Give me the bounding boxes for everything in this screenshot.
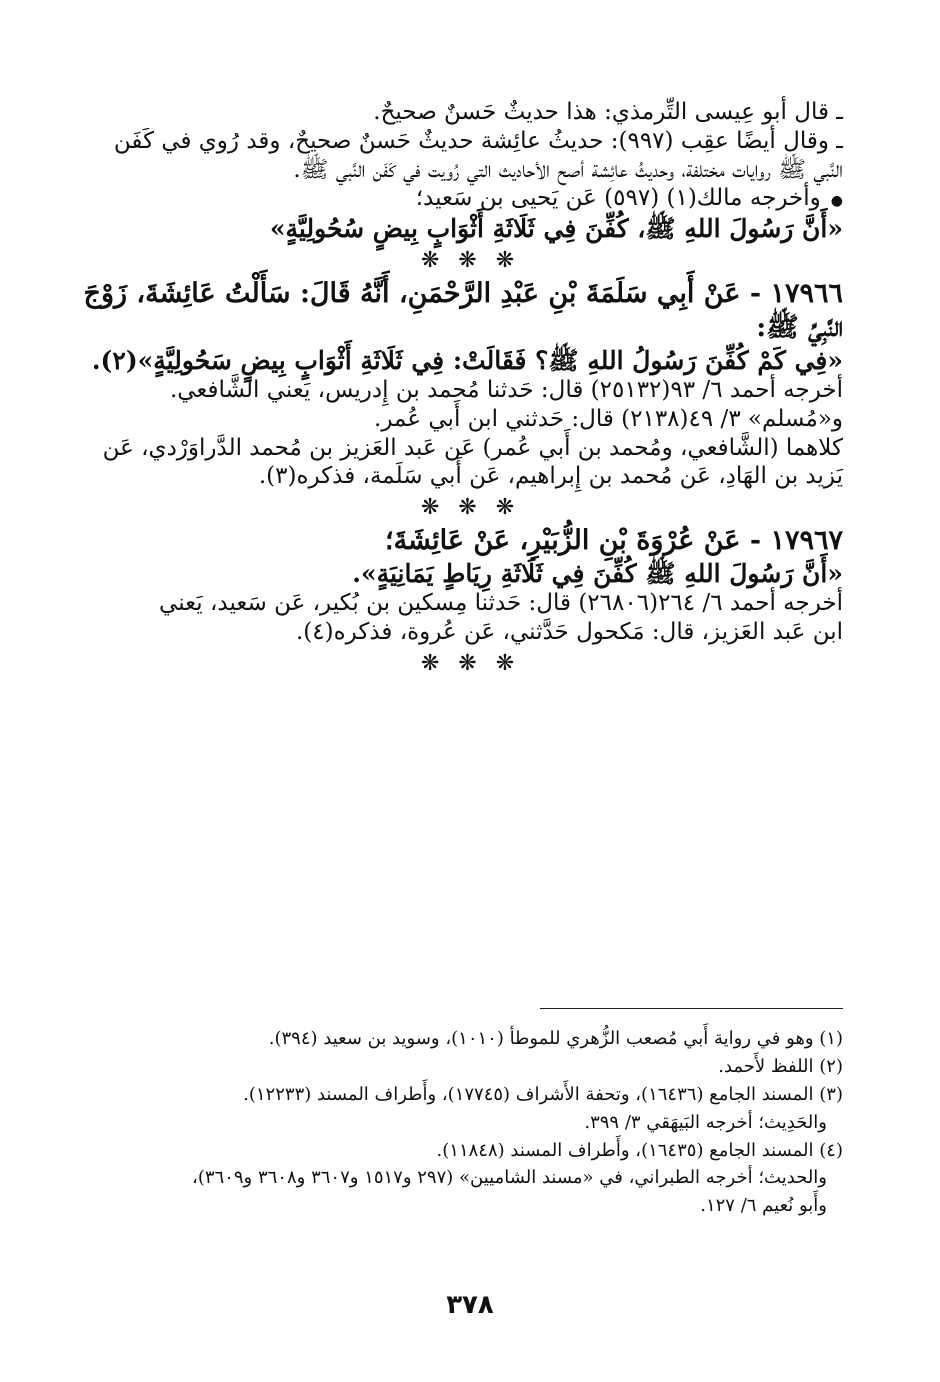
footnote-1: (١) وهو في رواية أَبي مُصعب الزُّهري للموطأ (١٠١٠)، وسويد بن سعيد (٣٩٤).	[268, 1028, 843, 1049]
text-line: أخرجه أحمد ٦/ ٩٣(٢٥١٣٢) قال: حَدثنا مُحمد بن إِدريس، يَعني الشَّافعي.	[169, 377, 843, 403]
footnote-3-continuation: والحَدِيث؛ أخرجه البَيهَقي ٣/ ٣٩٩.	[584, 1111, 827, 1133]
hadith-number: ١٧٩٦٦ -	[749, 278, 843, 310]
bullet-line	[98, 184, 843, 213]
text-line: وأخرجه مالك(١) (٥٩٧) عَن يَحيى بن سَعيد؛	[415, 185, 821, 212]
hadith-text: «أَنَّ رَسُولَ اللهِ ﷺ كُفِّنَ فِي ثَلَاثَةِ رِيَاطٍ يَمَانِيَةٍ».	[352, 558, 843, 588]
footnote-4-continuation: وأَبو نُعيم ٦/ ١٢٧.	[700, 1195, 827, 1217]
text-line: ابن عَبد العَزيز، قال: مَكحول حَدَّثني، عَن عُروة، فذكره(٤).	[296, 618, 843, 645]
hadith-line	[83, 277, 843, 311]
page-number: ٣٧٨	[446, 1290, 494, 1320]
hadith-text: «فِي كَمْ كُفِّنَ رَسُولُ اللهِ ﷺ؟ فَقَالَتْ: فِي ثَلَاثَةِ أَثْوَابٍ بِيضٍ سَحُولِيَّةٍ»(٢).	[91, 345, 843, 375]
footnote-4-continuation: والحديث؛ أخرجه الطبراني، في «مسند الشاميين» (٢٩٧ و١٥١٧ و٣٦٠٧ و٣٦٠٨ و٣٦٠٩)،	[192, 1167, 827, 1189]
hadith-line	[98, 524, 843, 558]
footnote-divider	[540, 1008, 843, 1009]
text-line: ـ قال أبو عِيسى التِّرمذي: هذا حديثٌ حَسنٌ صحيحٌ.	[373, 99, 843, 125]
hadith-text: عَنْ عُرْوَةَ بْنِ الزُّبَيْرِ، عَنْ عَائِشَةَ؛	[384, 525, 741, 556]
hadith-text: عَنْ أَبِي سَلَمَةَ بْنِ عَبْدِ الرَّحْمَنِ، أَنَّهُ قَالَ: سَأَلْتُ عَائِشَةَ، زَوْجَ	[83, 278, 741, 310]
footnote-2: (٢) اللفظ لأَحمد.	[718, 1055, 843, 1077]
text-line: كلاهما (الشَّافعي، ومُحمد بن أَبي عُمر) عَن عَبد العَزيز بن مُحمد الدَّراوَرْدي، عَن	[102, 434, 843, 461]
hadith-text: النَّبِيِّ ﷺ:	[756, 312, 843, 343]
text-line: يَزيد بن الهَادِ، عَن مُحمد بن إِبراهيم، عَن أَبي سَلَمة، فذكره(٣).	[258, 463, 843, 490]
hadith-number: ١٧٩٦٧ -	[749, 525, 843, 556]
footnote-4: (٤) المسند الجامع (١٦٤٣٥)، وأَطراف المسند (١١٨٤٨).	[436, 1139, 843, 1161]
footnotes	[98, 1025, 843, 1220]
bullet-icon: ●	[830, 193, 843, 210]
separator-stars: ❋ ❋ ❋	[420, 495, 521, 520]
text-line: ـ وقال أيضًا عقِب (٩٩٧): حديثُ عائِشة حديثٌ حَسنٌ صحيحٌ، وقد رُوي في كَفَن	[113, 127, 843, 154]
separator-stars: ❋ ❋ ❋	[420, 650, 521, 676]
text-line: أخرجه أحمد ٦/ ٢٦٤(٢٦٨٠٦) قال: حَدثنا مِسكين بن بُكير، عَن سَعيد، يَعني	[159, 590, 843, 616]
footnote-3: (٣) المسند الجامع (١٦٤٣٦)، وتحفة الأَشراف (١٧٧٤٥)، وأَطراف المسند (١٢٢٣٣).	[243, 1083, 843, 1105]
main-text	[83, 98, 843, 680]
text-line: و«مُسلم» ٣/ ٤٩(٢١٣٨) قال: حَدثني ابن أَبي عُمر.	[374, 405, 843, 432]
text-line: النَّبي ﷺ روايات مختلفة، وحديثُ عائِشة أصح الأحاديث التي رُويت في كَفَن النَّبي ﷺ.	[293, 156, 843, 183]
hadith-text: «أَنَّ رَسُولَ اللهِ ﷺ، كُفِّنَ فِي ثَلَاثَةِ أَثْوَابٍ بِيضٍ سُحُولِيَّةٍ»	[269, 214, 843, 243]
separator-stars: ❋ ❋ ❋	[420, 248, 521, 274]
